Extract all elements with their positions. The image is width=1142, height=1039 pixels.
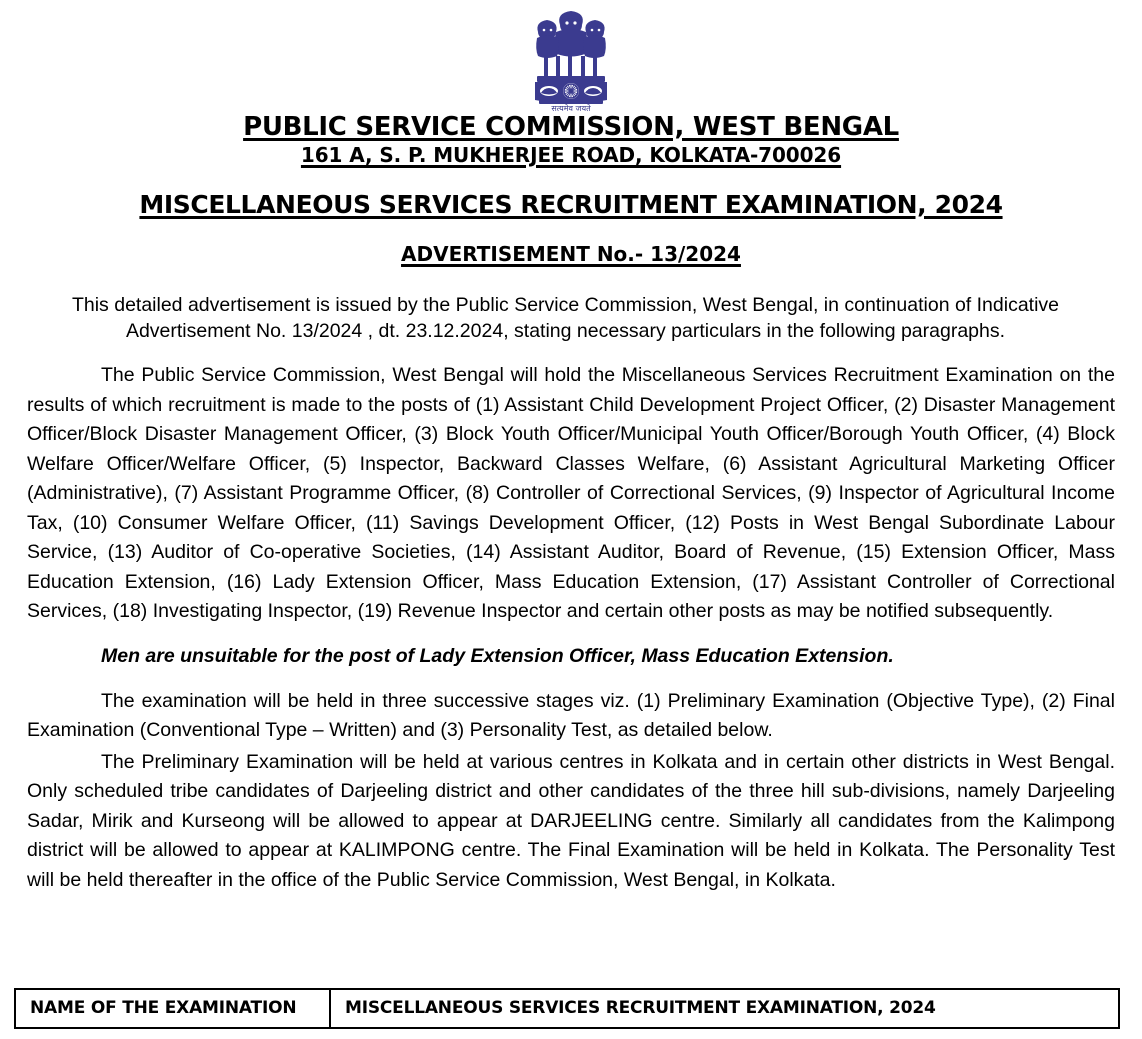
state-emblem-of-india-icon (525, 8, 617, 112)
stages-paragraph: The examination will be held in three successive stages viz. (1) Preliminary Examination (Objective Type), (2) Final Examination (Conventional Type – Written) and (3) Personality Test, as detailed below. (27, 689, 1115, 741)
document-body (0, 344, 1142, 895)
table-cell-label: NAME OF THE EXAMINATION (15, 989, 330, 1028)
table-cell-value: MISCELLANEOUS SERVICES RECRUITMENT EXAMINATION, 2024 (330, 989, 1119, 1028)
organisation-address-text: 161 A, S. P. MUKHERJEE ROAD, KOLKATA-700026 (300, 143, 842, 167)
emblem-container (0, 0, 1142, 112)
advertisement-number (0, 220, 1142, 266)
organisation-address (0, 142, 1142, 168)
posts-paragraph: The Public Service Commission, West Bengal will hold the Miscellaneous Services Recruitment Examination on the results of which recruitment is made to the posts of (1) Assistant Child Development Project Officer, (2) Disaster Management Officer/Block Disaster Management Officer, (3) Block Youth Officer/Municipal Youth Officer/Borough Youth Officer, (4) Block Welfare Officer/Welfare Officer, (5) Inspector, Backward Classes Welfare, (6) Assistant Agricultural Marketing Officer (Administrative), (7) Assistant Programme Officer, (8) Controller of Correctional Services, (9) Inspector of Agricultural Income Tax, (10) Consumer Welfare Officer, (11) Savings Development Officer, (12) Posts in West Bengal Subordinate Labour Service, (13) Auditor of Co-operative Societies, (14) Assistant Auditor, Board of Revenue, (15) Extension Officer, Mass Education Extension, (16) Lady Extension Officer, Mass Education Extension, (17) Assistant Controller of Correctional Services, (18) Investigating Inspector, (19) Revenue Inspector and certain other posts as may be notified subsequently. (27, 364, 1115, 622)
examination-details-table (14, 988, 1120, 1029)
intro-paragraph: This detailed advertisement is issued by the Public Service Commission, West Bengal, in continuation of Indicative Advertisement No. 13/2024 , dt. 23.12.2024, stating necessary particulars in the following paragraphs. (71, 294, 1060, 342)
unsuitable-note: Men are unsuitable for the post of Lady Extension Officer, Mass Education Extension. (101, 644, 894, 667)
examination-title-text: MISCELLANEOUS SERVICES RECRUITMENT EXAMINATION, 2024 (139, 190, 1003, 219)
advertisement-number-text: ADVERTISEMENT No.- 13/2024 (401, 242, 741, 266)
centres-paragraph: The Preliminary Examination will be held at various centres in Kolkata and in certain other districts in West Bengal. Only scheduled tribe candidates of Darjeeling district and other candidates of the three hill sub-divisions, namely Darjeeling Sadar, Mirik and Kurseong will be allowed to appear at DARJEELING centre. Similarly all candidates from the Kalimpong district will be allowed to appear at KALIMPONG centre. The Final Examination will be held in Kolkata. The Personality Test will be held thereafter in the office of the Public Service Commission, West Bengal, in Kolkata. (27, 750, 1115, 891)
organisation-title (0, 112, 1142, 142)
examination-details-table-body (15, 989, 1119, 1028)
table-row (15, 989, 1119, 1028)
examination-title (0, 168, 1142, 220)
document-header (0, 112, 1142, 266)
organisation-title-text: PUBLIC SERVICE COMMISSION, WEST BENGAL (243, 112, 899, 142)
emblem-motto: सत्यमेव जयते (551, 104, 591, 112)
